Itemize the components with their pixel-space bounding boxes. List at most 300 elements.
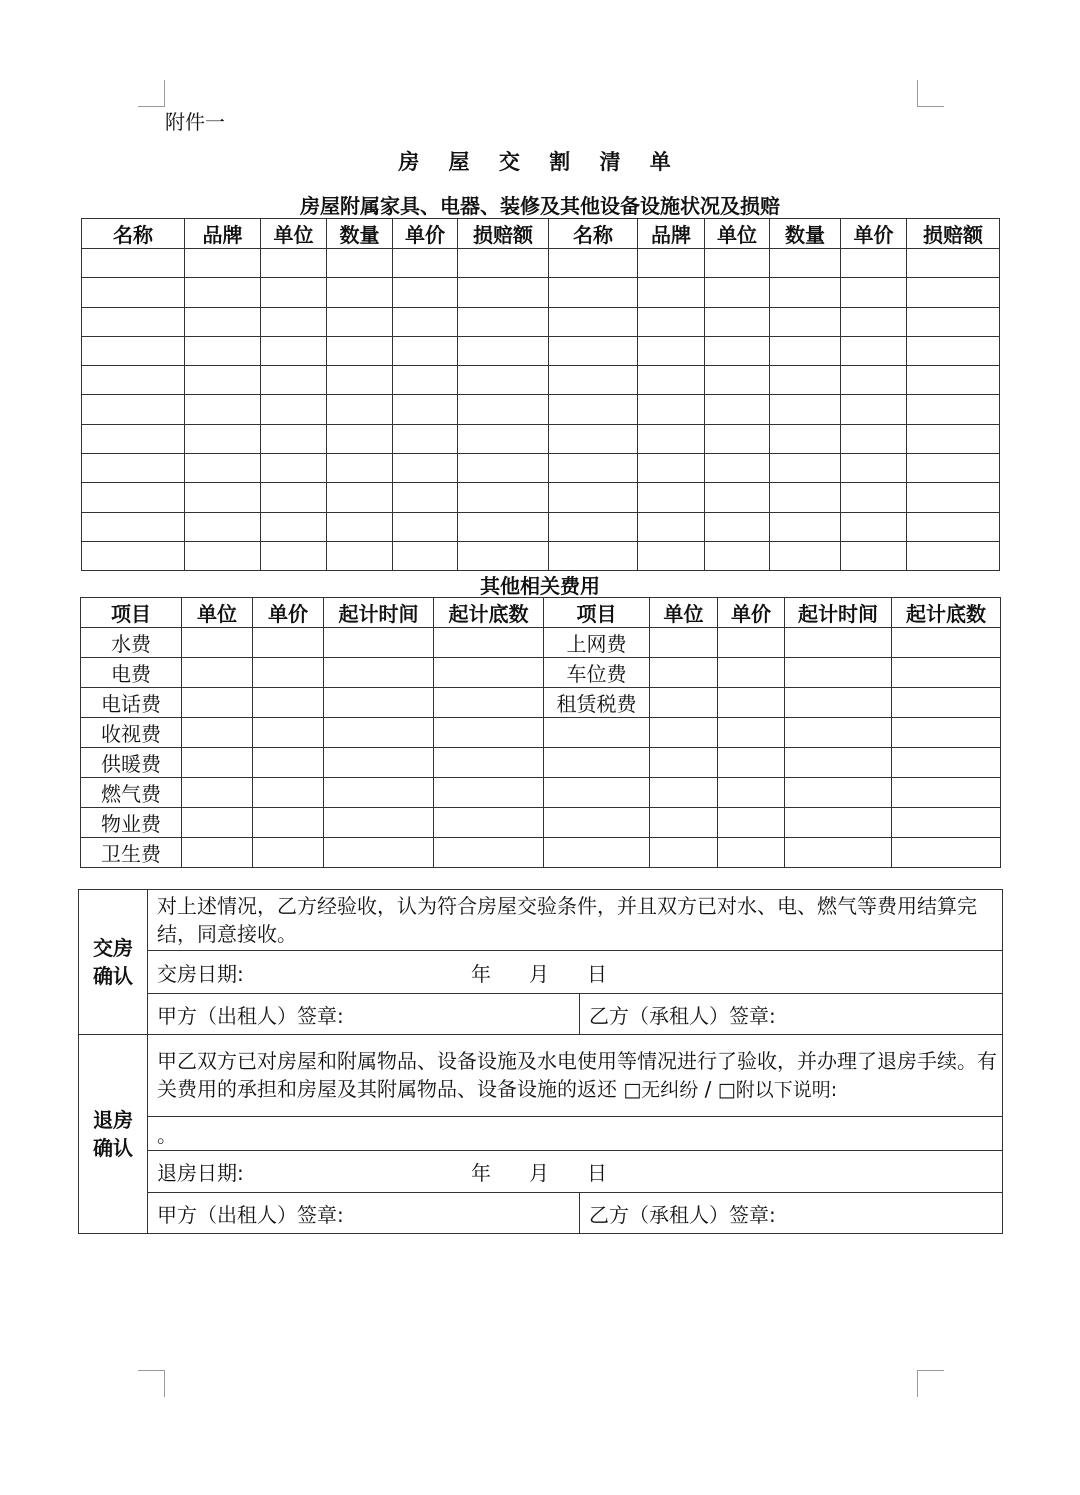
table-cell[interactable] xyxy=(261,336,327,365)
table-cell[interactable] xyxy=(185,249,261,278)
table-cell[interactable] xyxy=(327,424,393,453)
crop-mark-bottom-left xyxy=(138,1370,165,1397)
table-cell[interactable] xyxy=(182,838,253,868)
table-cell[interactable] xyxy=(718,718,785,748)
table-cell[interactable] xyxy=(638,366,705,395)
return-period: 。 xyxy=(148,1117,1003,1151)
table-cell[interactable] xyxy=(841,336,907,365)
col-header: 单位 xyxy=(261,219,327,249)
col-header: 单位 xyxy=(650,598,718,628)
handover-signature-row xyxy=(79,994,1003,1035)
table-cell[interactable] xyxy=(718,628,785,658)
table-cell[interactable] xyxy=(185,395,261,424)
table-cell[interactable] xyxy=(718,658,785,688)
table-cell[interactable] xyxy=(458,424,549,453)
month-label: 月 xyxy=(529,1161,549,1185)
table-cell[interactable] xyxy=(253,808,324,838)
table-cell[interactable] xyxy=(770,395,841,424)
table-cell[interactable] xyxy=(393,249,458,278)
table-cell[interactable] xyxy=(907,512,1000,541)
table-cell[interactable] xyxy=(434,718,544,748)
table-row xyxy=(82,366,1000,395)
table-cell[interactable] xyxy=(324,658,434,688)
table-cell[interactable] xyxy=(185,512,261,541)
table-cell[interactable] xyxy=(327,336,393,365)
table-cell[interactable] xyxy=(770,541,841,570)
return-label xyxy=(79,1035,148,1234)
fee-item-right xyxy=(544,838,650,868)
table-cell[interactable] xyxy=(324,778,434,808)
table-cell[interactable] xyxy=(324,688,434,718)
col-header: 名称 xyxy=(549,219,638,249)
table-cell[interactable] xyxy=(718,838,785,868)
handover-date-row xyxy=(79,951,1003,994)
confirmation-table xyxy=(78,889,1003,1234)
year-label: 年 xyxy=(471,961,491,986)
table-cell[interactable] xyxy=(907,307,1000,336)
table-row xyxy=(82,395,1000,424)
return-party-b-signature: 乙方（承租人）签章: xyxy=(580,1193,1003,1234)
table-cell[interactable] xyxy=(82,307,185,336)
col-header: 单位 xyxy=(705,219,770,249)
col-header: 单位 xyxy=(182,598,253,628)
table-cell[interactable] xyxy=(841,541,907,570)
table-cell[interactable] xyxy=(841,307,907,336)
handover-date xyxy=(148,951,1003,994)
table-cell[interactable] xyxy=(253,628,324,658)
table-cell[interactable] xyxy=(705,541,770,570)
col-header: 项目 xyxy=(544,598,650,628)
table-cell[interactable] xyxy=(253,838,324,868)
table-cell[interactable] xyxy=(324,748,434,778)
table-cell[interactable] xyxy=(261,278,327,307)
table-row xyxy=(82,512,1000,541)
table-cell[interactable] xyxy=(434,808,544,838)
table-cell[interactable] xyxy=(892,688,1001,718)
table-cell[interactable] xyxy=(182,688,253,718)
fee-item-right: 上网费 xyxy=(544,628,650,658)
table-cell[interactable] xyxy=(324,718,434,748)
table-cell[interactable] xyxy=(253,688,324,718)
handover-label-line1: 交房 xyxy=(93,936,133,960)
table-cell[interactable] xyxy=(841,249,907,278)
table-cell[interactable] xyxy=(434,778,544,808)
handover-label xyxy=(79,890,148,1035)
fee-item-right xyxy=(544,748,650,778)
table-cell[interactable] xyxy=(785,658,892,688)
table-cell[interactable] xyxy=(393,424,458,453)
table-cell[interactable] xyxy=(705,336,770,365)
table-cell[interactable] xyxy=(650,628,718,658)
table-cell[interactable] xyxy=(393,483,458,512)
table-cell[interactable] xyxy=(261,395,327,424)
day-label: 日 xyxy=(587,961,607,986)
table-cell[interactable] xyxy=(185,307,261,336)
table-cell[interactable] xyxy=(907,278,1000,307)
table-cell[interactable] xyxy=(718,748,785,778)
table-cell[interactable] xyxy=(705,454,770,483)
col-header: 品牌 xyxy=(638,219,705,249)
fee-item-right: 租赁税费 xyxy=(544,688,650,718)
table-row xyxy=(82,541,1000,570)
crop-mark-bottom-right xyxy=(917,1370,944,1397)
table-cell[interactable] xyxy=(253,718,324,748)
table-cell[interactable] xyxy=(82,249,185,278)
handover-date-label: 交房日期: xyxy=(157,961,244,986)
return-date-label: 退房日期: xyxy=(157,1161,244,1185)
table-row xyxy=(81,688,1001,718)
col-header: 损赔额 xyxy=(458,219,549,249)
table-cell[interactable] xyxy=(327,512,393,541)
table-cell[interactable] xyxy=(650,778,718,808)
items-body xyxy=(82,249,1000,571)
table-cell[interactable] xyxy=(182,718,253,748)
handover-statement-row xyxy=(79,890,1003,951)
table-cell[interactable] xyxy=(705,512,770,541)
table-cell[interactable] xyxy=(458,249,549,278)
table-cell[interactable] xyxy=(549,454,638,483)
table-cell[interactable] xyxy=(182,628,253,658)
table-cell[interactable] xyxy=(549,512,638,541)
table-cell[interactable] xyxy=(549,307,638,336)
table-cell[interactable] xyxy=(718,688,785,718)
note-checkbox[interactable]: □附以下说明: xyxy=(717,1079,838,1101)
return-statement-row xyxy=(79,1035,1003,1117)
table-cell[interactable] xyxy=(82,395,185,424)
table-cell[interactable] xyxy=(182,658,253,688)
table-cell[interactable] xyxy=(327,395,393,424)
table-cell[interactable] xyxy=(253,748,324,778)
items-header-row xyxy=(82,219,1000,249)
table-row xyxy=(81,838,1001,868)
return-statement-text: 甲乙双方已对房屋和附属物品、设备设施及水电使用等情况进行了验收，并办理了退房手续。有关费用的承担和房屋及其附属物品、设备设施的返还 xyxy=(157,1049,997,1101)
col-header: 数量 xyxy=(770,219,841,249)
fee-item-right xyxy=(544,718,650,748)
return-party-a-signature: 甲方（出租人）签章: xyxy=(148,1193,580,1234)
year-label: 年 xyxy=(471,1161,491,1185)
table-cell[interactable] xyxy=(185,483,261,512)
handover-party-a-signature: 甲方（出租人）签章: xyxy=(148,994,580,1035)
table-cell[interactable] xyxy=(82,278,185,307)
fees-header-row xyxy=(81,598,1001,628)
table-cell[interactable] xyxy=(82,454,185,483)
fee-item-left: 水费 xyxy=(81,628,182,658)
table-cell[interactable] xyxy=(892,838,1001,868)
table-cell[interactable] xyxy=(261,483,327,512)
table-cell[interactable] xyxy=(770,366,841,395)
table-cell[interactable] xyxy=(770,336,841,365)
table-cell[interactable] xyxy=(82,541,185,570)
day-label: 日 xyxy=(587,1161,607,1185)
table-cell[interactable] xyxy=(327,541,393,570)
fee-item-right: 车位费 xyxy=(544,658,650,688)
table-cell[interactable] xyxy=(785,838,892,868)
table-cell[interactable] xyxy=(324,628,434,658)
fee-item-right xyxy=(544,778,650,808)
table-row xyxy=(81,718,1001,748)
table-cell[interactable] xyxy=(261,454,327,483)
table-cell[interactable] xyxy=(705,395,770,424)
table-cell[interactable] xyxy=(434,688,544,718)
table-cell[interactable] xyxy=(907,483,1000,512)
table-cell[interactable] xyxy=(770,454,841,483)
table-cell[interactable] xyxy=(549,336,638,365)
table-row xyxy=(82,336,1000,365)
return-statement xyxy=(148,1035,1003,1117)
table-cell[interactable] xyxy=(638,336,705,365)
table-cell[interactable] xyxy=(638,483,705,512)
table-cell[interactable] xyxy=(393,512,458,541)
table-cell[interactable] xyxy=(82,424,185,453)
table-cell[interactable] xyxy=(770,424,841,453)
fee-item-right xyxy=(544,808,650,838)
no-dispute-checkbox[interactable]: □无纠纷 xyxy=(623,1079,699,1101)
table-cell[interactable] xyxy=(770,483,841,512)
fee-item-left: 燃气费 xyxy=(81,778,182,808)
table-cell[interactable] xyxy=(907,541,1000,570)
table-row xyxy=(81,778,1001,808)
table-cell[interactable] xyxy=(907,249,1000,278)
table-cell[interactable] xyxy=(458,307,549,336)
table-cell[interactable] xyxy=(705,249,770,278)
table-cell[interactable] xyxy=(907,454,1000,483)
table-cell[interactable] xyxy=(185,336,261,365)
attachment-label: 附件一 xyxy=(165,110,225,134)
table-cell[interactable] xyxy=(549,249,638,278)
table-cell[interactable] xyxy=(638,424,705,453)
table-cell[interactable] xyxy=(185,541,261,570)
table-cell[interactable] xyxy=(785,688,892,718)
return-date-row xyxy=(79,1151,1003,1193)
col-header: 单价 xyxy=(253,598,324,628)
table-cell[interactable] xyxy=(638,249,705,278)
handover-statement: 对上述情况，乙方经验收，认为符合房屋交验条件，并且双方已对水、电、燃气等费用结算完结，同意接收。 xyxy=(148,890,1003,951)
table-cell[interactable] xyxy=(770,249,841,278)
table-cell[interactable] xyxy=(253,658,324,688)
table-cell[interactable] xyxy=(549,483,638,512)
table-row xyxy=(82,278,1000,307)
table-cell[interactable] xyxy=(907,366,1000,395)
table-cell[interactable] xyxy=(785,718,892,748)
table-cell[interactable] xyxy=(705,278,770,307)
table-cell[interactable] xyxy=(841,512,907,541)
fee-item-left: 收视费 xyxy=(81,718,182,748)
table-cell[interactable] xyxy=(770,512,841,541)
table-cell[interactable] xyxy=(705,424,770,453)
crop-mark-top-right xyxy=(917,80,944,107)
table-cell[interactable] xyxy=(549,366,638,395)
table-cell[interactable] xyxy=(892,808,1001,838)
table-cell[interactable] xyxy=(650,748,718,778)
table-cell[interactable] xyxy=(892,628,1001,658)
table-cell[interactable] xyxy=(458,336,549,365)
table-cell[interactable] xyxy=(718,778,785,808)
table-cell[interactable] xyxy=(892,718,1001,748)
col-header: 品牌 xyxy=(185,219,261,249)
table-cell[interactable] xyxy=(650,718,718,748)
table-cell[interactable] xyxy=(770,307,841,336)
option-separator: / xyxy=(704,1077,712,1101)
table-cell[interactable] xyxy=(324,808,434,838)
table-cell[interactable] xyxy=(82,366,185,395)
table-cell[interactable] xyxy=(549,278,638,307)
table-cell[interactable] xyxy=(434,658,544,688)
table-cell[interactable] xyxy=(185,424,261,453)
table-cell[interactable] xyxy=(393,395,458,424)
fee-item-left: 物业费 xyxy=(81,808,182,838)
table-cell[interactable] xyxy=(393,336,458,365)
table-cell[interactable] xyxy=(841,454,907,483)
month-label: 月 xyxy=(529,961,549,986)
col-header: 名称 xyxy=(82,219,185,249)
table-cell[interactable] xyxy=(650,838,718,868)
table-cell[interactable] xyxy=(705,366,770,395)
table-cell[interactable] xyxy=(892,778,1001,808)
table-cell[interactable] xyxy=(892,658,1001,688)
table-cell[interactable] xyxy=(327,249,393,278)
table-cell[interactable] xyxy=(324,838,434,868)
return-signature-row xyxy=(79,1193,1003,1234)
table-cell[interactable] xyxy=(327,483,393,512)
table-cell[interactable] xyxy=(650,808,718,838)
table-cell[interactable] xyxy=(638,512,705,541)
handover-label-line2: 确认 xyxy=(93,964,133,988)
fee-item-left: 卫生费 xyxy=(81,838,182,868)
table-cell[interactable] xyxy=(393,366,458,395)
return-date xyxy=(148,1151,1003,1193)
table-row xyxy=(81,808,1001,838)
table-cell[interactable] xyxy=(327,454,393,483)
col-header: 单价 xyxy=(718,598,785,628)
fees-body xyxy=(81,628,1001,868)
table-cell[interactable] xyxy=(434,748,544,778)
table-cell[interactable] xyxy=(638,541,705,570)
col-header: 起计底数 xyxy=(892,598,1001,628)
table-cell[interactable] xyxy=(82,336,185,365)
table-cell[interactable] xyxy=(253,778,324,808)
table-cell[interactable] xyxy=(182,808,253,838)
table-cell[interactable] xyxy=(458,278,549,307)
table-cell[interactable] xyxy=(185,366,261,395)
table-cell[interactable] xyxy=(785,628,892,658)
fee-item-left: 供暖费 xyxy=(81,748,182,778)
table-cell[interactable] xyxy=(718,808,785,838)
table-cell[interactable] xyxy=(841,424,907,453)
return-period-row xyxy=(79,1117,1003,1151)
table-cell[interactable] xyxy=(327,366,393,395)
table-cell[interactable] xyxy=(638,454,705,483)
table-cell[interactable] xyxy=(458,541,549,570)
table-cell[interactable] xyxy=(82,512,185,541)
table-cell[interactable] xyxy=(261,307,327,336)
handover-party-b-signature: 乙方（承租人）签章: xyxy=(580,994,1003,1035)
table-cell[interactable] xyxy=(841,366,907,395)
table-cell[interactable] xyxy=(549,424,638,453)
table-cell[interactable] xyxy=(327,278,393,307)
table-cell[interactable] xyxy=(907,424,1000,453)
col-header: 数量 xyxy=(327,219,393,249)
table-cell[interactable] xyxy=(185,454,261,483)
col-header: 起计时间 xyxy=(324,598,434,628)
table-cell[interactable] xyxy=(785,808,892,838)
table-cell[interactable] xyxy=(393,278,458,307)
table-cell[interactable] xyxy=(841,483,907,512)
table-cell[interactable] xyxy=(841,395,907,424)
table-cell[interactable] xyxy=(638,278,705,307)
table-cell[interactable] xyxy=(705,483,770,512)
table-cell[interactable] xyxy=(434,838,544,868)
table-row xyxy=(82,483,1000,512)
col-header: 起计时间 xyxy=(785,598,892,628)
col-header: 项目 xyxy=(81,598,182,628)
table-row xyxy=(81,658,1001,688)
table-cell[interactable] xyxy=(907,395,1000,424)
table-cell[interactable] xyxy=(770,278,841,307)
table-cell[interactable] xyxy=(393,454,458,483)
table-row xyxy=(82,424,1000,453)
table-cell[interactable] xyxy=(638,307,705,336)
col-header: 单价 xyxy=(393,219,458,249)
table-cell[interactable] xyxy=(261,541,327,570)
table-cell[interactable] xyxy=(327,307,393,336)
table-cell[interactable] xyxy=(841,278,907,307)
table-cell[interactable] xyxy=(549,395,638,424)
table-cell[interactable] xyxy=(458,366,549,395)
items-section-title: 房屋附属家具、电器、装修及其他设备设施状况及损赔 xyxy=(300,194,780,218)
table-cell[interactable] xyxy=(182,778,253,808)
table-cell[interactable] xyxy=(458,483,549,512)
page-title: 房 屋 交 割 清 单 xyxy=(398,150,682,174)
col-header: 单价 xyxy=(841,219,907,249)
table-cell[interactable] xyxy=(785,778,892,808)
return-label-line2: 确认 xyxy=(93,1136,133,1160)
table-cell[interactable] xyxy=(458,395,549,424)
table-cell[interactable] xyxy=(907,336,1000,365)
table-row xyxy=(82,307,1000,336)
table-cell[interactable] xyxy=(458,454,549,483)
table-row xyxy=(82,454,1000,483)
table-cell[interactable] xyxy=(434,628,544,658)
table-cell[interactable] xyxy=(185,278,261,307)
table-cell[interactable] xyxy=(892,748,1001,778)
table-cell[interactable] xyxy=(261,424,327,453)
table-cell[interactable] xyxy=(393,307,458,336)
table-row xyxy=(82,249,1000,278)
table-cell[interactable] xyxy=(261,512,327,541)
table-cell[interactable] xyxy=(261,249,327,278)
items-table xyxy=(81,218,1000,571)
table-row xyxy=(81,628,1001,658)
return-label-line1: 退房 xyxy=(93,1108,133,1132)
table-cell[interactable] xyxy=(650,658,718,688)
table-cell[interactable] xyxy=(393,541,458,570)
table-cell[interactable] xyxy=(705,307,770,336)
table-cell[interactable] xyxy=(182,748,253,778)
table-cell[interactable] xyxy=(785,748,892,778)
fees-section-title: 其他相关费用 xyxy=(480,574,600,598)
crop-mark-top-left xyxy=(138,80,165,107)
fees-table xyxy=(80,597,1001,868)
table-cell[interactable] xyxy=(549,541,638,570)
col-header: 起计底数 xyxy=(434,598,544,628)
table-cell[interactable] xyxy=(261,366,327,395)
table-cell[interactable] xyxy=(82,483,185,512)
table-cell[interactable] xyxy=(650,688,718,718)
fee-item-left: 电费 xyxy=(81,658,182,688)
table-cell[interactable] xyxy=(458,512,549,541)
table-row xyxy=(81,748,1001,778)
table-cell[interactable] xyxy=(638,395,705,424)
